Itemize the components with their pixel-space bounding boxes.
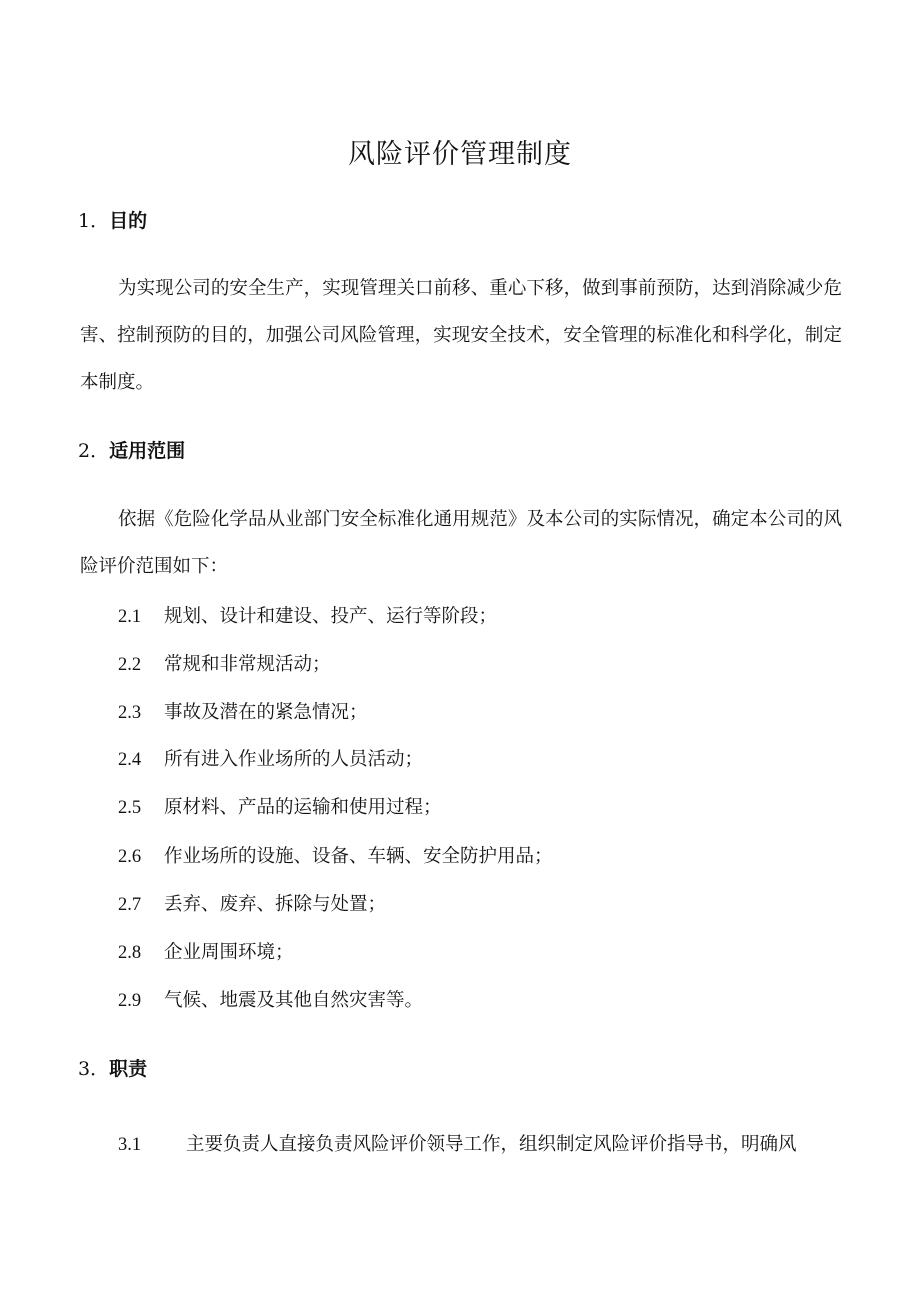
list-item <box>118 794 442 822</box>
list-item-text: 气候、地震及其他自然灾害等。 <box>164 990 424 1011</box>
list-item <box>118 939 294 967</box>
list-item <box>118 699 368 727</box>
list-item-number: 2.6 <box>118 847 142 867</box>
list-item <box>118 1131 797 1159</box>
list-item-number: 2.8 <box>118 943 142 963</box>
section-title: 职责 <box>109 1058 148 1080</box>
section-number: 1． <box>78 210 110 232</box>
list-item <box>118 891 386 919</box>
list-item-number: 2.9 <box>118 991 142 1011</box>
list-item <box>118 987 423 1015</box>
list-item-text: 丢弃、废弃、拆除与处置； <box>164 894 387 915</box>
list-item-number: 2.1 <box>118 607 142 627</box>
list-item-text: 企业周围环境； <box>164 942 294 963</box>
list-item-text: 事故及潜在的紧急情况； <box>164 702 368 723</box>
list-item-text: 所有进入作业场所的人员活动； <box>164 749 424 770</box>
section-heading-responsibilities <box>78 1055 147 1083</box>
section-heading-purpose <box>78 207 147 235</box>
section-title: 目的 <box>109 210 148 232</box>
list-item-text: 主要负责人直接负责风险评价领导工作，组织制定风险评价指导书，明确风 <box>186 1134 797 1155</box>
list-item-number: 2.3 <box>118 703 142 723</box>
purpose-paragraph: 为实现公司的安全生产，实现管理关口前移、重心下移，做到事前预防，达到消除减少危害、控制预防的目的，加强公司风险管理，实现安全技术，安全管理的标准化和科学化，制定本制度。 <box>80 278 842 393</box>
list-item-number: 2.7 <box>118 895 142 915</box>
list-item-number: 3.1 <box>118 1135 142 1155</box>
list-item-number: 2.4 <box>118 750 142 770</box>
list-item <box>118 603 497 631</box>
document-title: 风险评价管理制度 <box>348 139 572 170</box>
list-item-text: 规划、设计和建设、投产、运行等阶段； <box>164 606 498 627</box>
list-item-text: 原材料、产品的运输和使用过程； <box>164 797 442 818</box>
section-number: 3． <box>78 1058 110 1080</box>
section-title: 适用范围 <box>109 440 186 462</box>
list-item-number: 2.5 <box>118 798 142 818</box>
scope-paragraph: 依据《危险化学品从业部门安全标准化通用规范》及本公司的实际情况，确定本公司的风险评价范围如下： <box>80 509 842 577</box>
list-item-text: 常规和非常规活动； <box>164 654 331 675</box>
list-item <box>118 746 423 774</box>
list-item <box>118 843 553 871</box>
list-item-text: 作业场所的设施、设备、车辆、安全防护用品； <box>164 846 553 867</box>
section-number: 2． <box>78 440 110 462</box>
list-item <box>118 651 331 679</box>
list-item-number: 2.2 <box>118 655 142 675</box>
section-heading-scope <box>78 437 185 465</box>
